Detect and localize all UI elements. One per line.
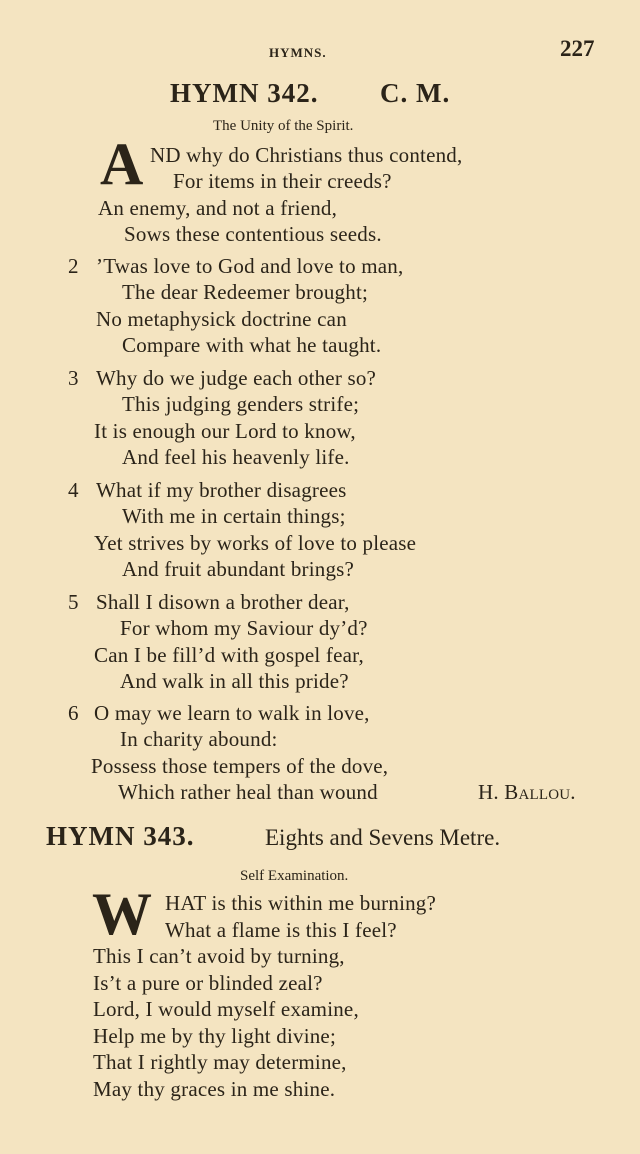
verse-line: Help me by thy light divine; [93,1023,336,1048]
verse-line: Which rather heal than wound [118,779,378,804]
page-number: 227 [560,36,595,61]
verse-line: Is’t a pure or blinded zeal? [93,970,323,995]
verse-line: And feel his heavenly life. [122,444,350,469]
stanza-number: 5 [68,590,79,614]
verse-line: ND why do Christians thus contend, [150,143,463,167]
verse-line: Lord, I would myself examine, [93,997,359,1021]
verse-line: The dear Redeemer brought; [122,280,369,305]
stanza-number: 2 [68,254,79,278]
author-attribution: H. Ballou. [478,779,576,804]
verse-line: It is enough our Lord to know, [94,418,356,443]
hymn-title: HYMN 342. [170,78,319,108]
verse-line: That I rightly may determine, [93,1050,347,1074]
hymn-meter: Eights and Sevens Metre. [265,825,501,850]
hymn-subtitle: The Unity of the Spirit. [213,118,354,134]
verse-line: And fruit abundant brings? [122,556,355,581]
verse-line: Compare with what he taught. [122,332,382,357]
verse-line: Sows these contentious seeds. [124,221,382,246]
verse-line: An enemy, and not a friend, [98,195,338,220]
verse-line: O may we learn to walk in love, [94,701,370,725]
verse-line: What a flame is this I feel? [165,917,397,942]
hymn-subtitle: Self Examination. [240,868,349,884]
stanza-number: 3 [68,366,79,390]
verse-line: ’Twas love to God and love to man, [96,254,404,278]
hymn-meter: C. M. [380,78,451,108]
verse-line: May thy graces in me shine. [93,1076,336,1101]
verse-line: This I can’t avoid by turning, [93,944,345,968]
drop-cap: A [100,131,144,197]
verse-line: HAT is this within me burning? [165,891,437,915]
running-head: HYMNS. [269,45,327,60]
verse-line: In charity abound: [120,727,278,752]
stanza-number: 6 [68,701,79,725]
verse-line: And walk in all this pride? [120,668,349,693]
verse-line: This judging genders strife; [122,392,360,417]
verse-line: Shall I disown a brother dear, [96,590,350,614]
verse-line: No metaphysick doctrine can [96,306,347,331]
verse-line: Can I be fill’d with gospel fear, [94,642,364,667]
hymn-title: HYMN 343. [46,821,195,851]
verse-line: Why do we judge each other so? [96,366,377,390]
verse-line: For whom my Saviour dy’d? [120,616,368,641]
verse-line: Yet strives by works of love to please [94,530,417,555]
verse-line: With me in certain things; [122,504,346,529]
verse-line: Possess those tempers of the dove, [91,753,389,778]
verse-line: What if my brother disagrees [96,478,347,502]
stanza-number: 4 [68,478,79,502]
verse-line: For items in their creeds? [173,169,392,194]
drop-cap: W [92,881,152,947]
